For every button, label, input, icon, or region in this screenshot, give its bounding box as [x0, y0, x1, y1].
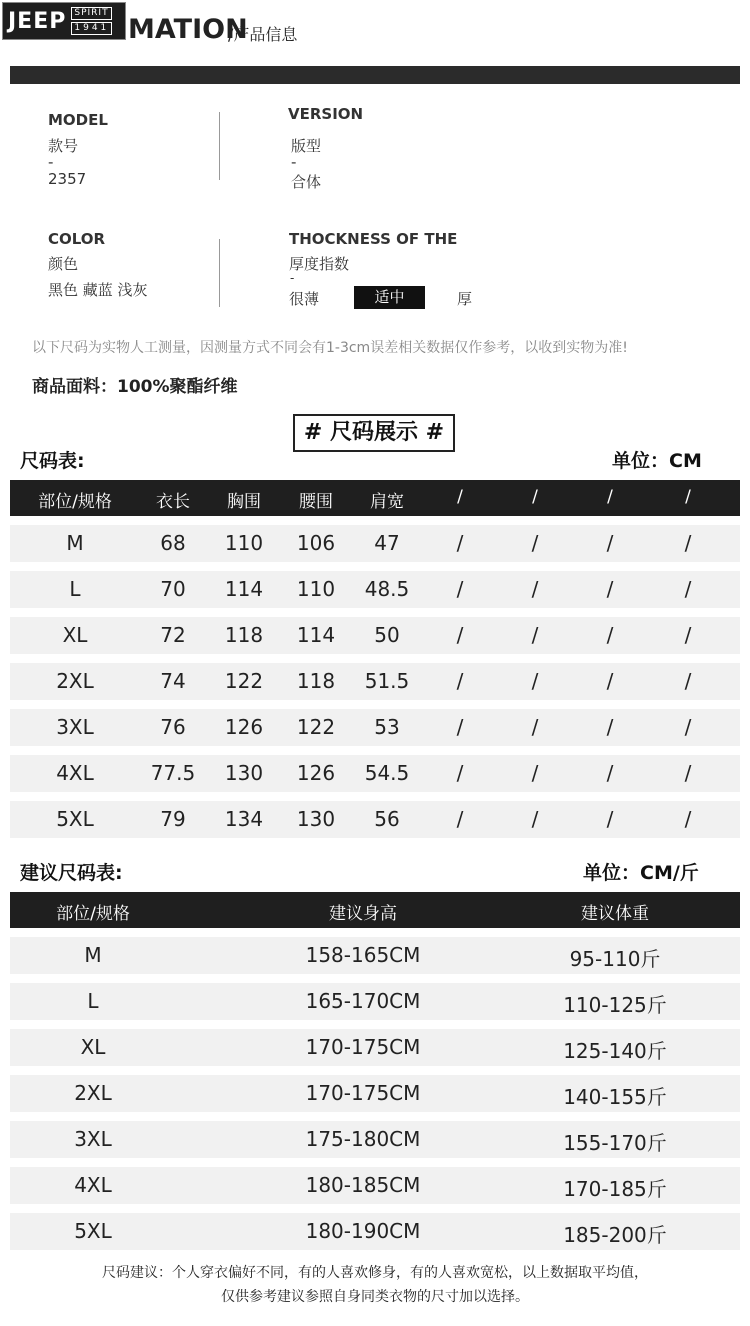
table-cell: / [456, 577, 464, 601]
table-cell: 5XL [74, 1219, 112, 1243]
table-header-row [10, 480, 740, 516]
table-cell: / [456, 807, 464, 831]
table-cell: 53 [374, 715, 400, 739]
table-cell: / [606, 807, 614, 831]
logo-badge [71, 7, 112, 35]
table-cell: / [684, 761, 692, 785]
thickness-option-thin: 很薄 [289, 290, 320, 308]
brand-logo [2, 2, 126, 40]
table-header-cell: 建议体重 [581, 904, 649, 924]
table-row [10, 1213, 740, 1250]
table-header-row [10, 892, 740, 928]
table-cell: 47 [374, 531, 400, 555]
table-header-cell: 腰围 [299, 492, 333, 512]
table-cell: L [69, 577, 81, 601]
table-cell: / [606, 531, 614, 555]
table-cell: 158-165CM [305, 943, 421, 967]
table-cell: 110 [296, 577, 336, 601]
table-cell: 4XL [56, 761, 94, 785]
table-cell: 155-170斤 [563, 1131, 667, 1155]
table-row [10, 709, 740, 746]
thickness-label-cn: 厚度指数 [289, 255, 350, 273]
table-cell: 185-200斤 [563, 1223, 667, 1247]
table-cell: / [684, 669, 692, 693]
thickness-dash: - [290, 271, 295, 285]
table-cell: / [456, 715, 464, 739]
info-divider [219, 112, 220, 180]
table-cell: M [84, 943, 102, 967]
table-cell: 70 [160, 577, 186, 601]
header-subtitle: /产品信息 [228, 25, 298, 44]
table-row [10, 525, 740, 562]
table-header-cell: 胸围 [227, 492, 261, 512]
table-cell: 126 [224, 715, 264, 739]
table-cell: / [531, 531, 539, 555]
table-cell: 110-125斤 [563, 993, 667, 1017]
table-cell: 5XL [56, 807, 94, 831]
table-cell: 56 [374, 807, 400, 831]
table-cell: / [531, 807, 539, 831]
logo-year-text: 1941 [71, 22, 112, 35]
model-label-cn: 款号 [48, 137, 79, 155]
table-cell: 170-185斤 [563, 1177, 667, 1201]
table-header-cell: / [607, 487, 613, 507]
model-value: 2357 [48, 170, 87, 188]
table-cell: 180-190CM [305, 1219, 421, 1243]
table-cell: / [684, 807, 692, 831]
table-cell: / [531, 577, 539, 601]
table-cell: XL [62, 623, 88, 647]
table-cell: / [456, 761, 464, 785]
table-cell: / [606, 577, 614, 601]
table-cell: 3XL [56, 715, 94, 739]
table-header-cell: 建议身高 [329, 904, 397, 924]
table-row [10, 983, 740, 1020]
table-cell: 165-170CM [305, 989, 421, 1013]
table-cell: 2XL [74, 1081, 112, 1105]
table-cell: 114 [224, 577, 264, 601]
table-header-cell: / [685, 487, 691, 507]
table-cell: / [531, 623, 539, 647]
table-cell: 134 [224, 807, 264, 831]
footer-note-line2: 仅供参考建议参照自身同类衣物的尺寸加以选择。 [221, 1289, 529, 1305]
table-cell: 95-110斤 [569, 947, 661, 971]
table-cell: 110 [224, 531, 264, 555]
table-cell: 180-185CM [305, 1173, 421, 1197]
table-cell: 79 [160, 807, 186, 831]
table-row [10, 1121, 740, 1158]
color-label: COLOR [48, 230, 106, 248]
table-row [10, 617, 740, 654]
size-table-title: 尺码表: [20, 450, 85, 472]
version-value: 合体 [291, 173, 322, 191]
footer-note-line1: 尺码建议：个人穿衣偏好不同，有的人喜欢修身，有的人喜欢宽松，以上数据取平均值， [102, 1265, 648, 1281]
table-cell: / [456, 669, 464, 693]
table-row [10, 571, 740, 608]
table-cell: / [531, 761, 539, 785]
table-cell: 140-155斤 [563, 1085, 667, 1109]
thickness-label: THOCKNESS OF THE [289, 230, 458, 248]
table-cell: 130 [224, 761, 264, 785]
table-cell: / [606, 715, 614, 739]
table-cell: 76 [160, 715, 186, 739]
table-cell: 118 [296, 669, 336, 693]
table-cell: / [456, 531, 464, 555]
table-cell: 74 [160, 669, 186, 693]
table-cell: / [606, 669, 614, 693]
color-label-cn: 颜色 [48, 255, 79, 273]
table-cell: / [531, 715, 539, 739]
version-label-cn: 版型 [291, 137, 322, 155]
table-row [10, 1075, 740, 1112]
table-header-cell: 肩宽 [370, 492, 404, 512]
table-cell: / [606, 623, 614, 647]
table-cell: 3XL [74, 1127, 112, 1151]
recommend-table-title: 建议尺码表: [20, 862, 123, 884]
table-cell: 77.5 [150, 761, 196, 785]
recommend-table [10, 892, 740, 1250]
color-value: 黑色 藏蓝 浅灰 [48, 281, 148, 299]
size-table-unit: 单位：CM [612, 450, 702, 472]
table-header-cell: 衣长 [156, 492, 190, 512]
table-cell: XL [80, 1035, 106, 1059]
table-cell: 4XL [74, 1173, 112, 1197]
table-header-cell: / [532, 487, 538, 507]
table-header-cell: 部位/规格 [38, 492, 112, 512]
header-title: MATION [128, 14, 248, 45]
version-label: VERSION [288, 105, 364, 123]
table-row [10, 801, 740, 838]
table-cell: 50 [374, 623, 400, 647]
table-cell: 122 [224, 669, 264, 693]
thickness-option-thick: 厚 [457, 290, 473, 308]
table-cell: 54.5 [364, 761, 410, 785]
table-cell: 118 [224, 623, 264, 647]
model-label: MODEL [48, 111, 108, 129]
table-cell: 122 [296, 715, 336, 739]
table-cell: 48.5 [364, 577, 410, 601]
table-row [10, 1029, 740, 1066]
table-header-cell: 部位/规格 [56, 904, 130, 924]
table-cell: / [684, 577, 692, 601]
table-cell: M [66, 531, 84, 555]
table-cell: 130 [296, 807, 336, 831]
table-cell: / [684, 715, 692, 739]
measure-note: 以下尺码为实物人工测量，因测量方式不同会有1-3cm误差相关数据仅作参考，以收到实物为准! [32, 340, 628, 356]
table-cell: 170-175CM [305, 1035, 421, 1059]
table-cell: 125-140斤 [563, 1039, 667, 1063]
table-row [10, 937, 740, 974]
table-cell: 126 [296, 761, 336, 785]
logo-spirit-text: SPIRIT [71, 7, 112, 20]
info-divider [219, 239, 220, 307]
table-cell: 175-180CM [305, 1127, 421, 1151]
recommend-table-unit: 单位：CM/斤 [583, 862, 699, 884]
table-cell: / [684, 531, 692, 555]
thickness-option-selected: 适中 [354, 286, 425, 309]
table-row [10, 1167, 740, 1204]
fabric-info: 商品面料：100%聚酯纤维 [32, 377, 238, 397]
table-cell: 51.5 [364, 669, 410, 693]
table-cell: / [531, 669, 539, 693]
logo-brand-text: JEEP [8, 8, 67, 34]
table-cell: 170-175CM [305, 1081, 421, 1105]
model-dash: - [48, 153, 54, 171]
size-table [10, 480, 740, 838]
table-cell: 72 [160, 623, 186, 647]
table-cell: 2XL [56, 669, 94, 693]
table-row [10, 755, 740, 792]
version-dash: - [291, 153, 297, 171]
table-cell: L [87, 989, 99, 1013]
table-cell: 114 [296, 623, 336, 647]
table-cell: 68 [160, 531, 186, 555]
table-cell: 106 [296, 531, 336, 555]
size-showcase-title: # 尺码展示 # [293, 414, 455, 452]
table-row [10, 663, 740, 700]
table-header-cell: / [457, 487, 463, 507]
table-cell: / [606, 761, 614, 785]
table-cell: / [456, 623, 464, 647]
header-divider-bar [10, 66, 740, 84]
table-cell: / [684, 623, 692, 647]
